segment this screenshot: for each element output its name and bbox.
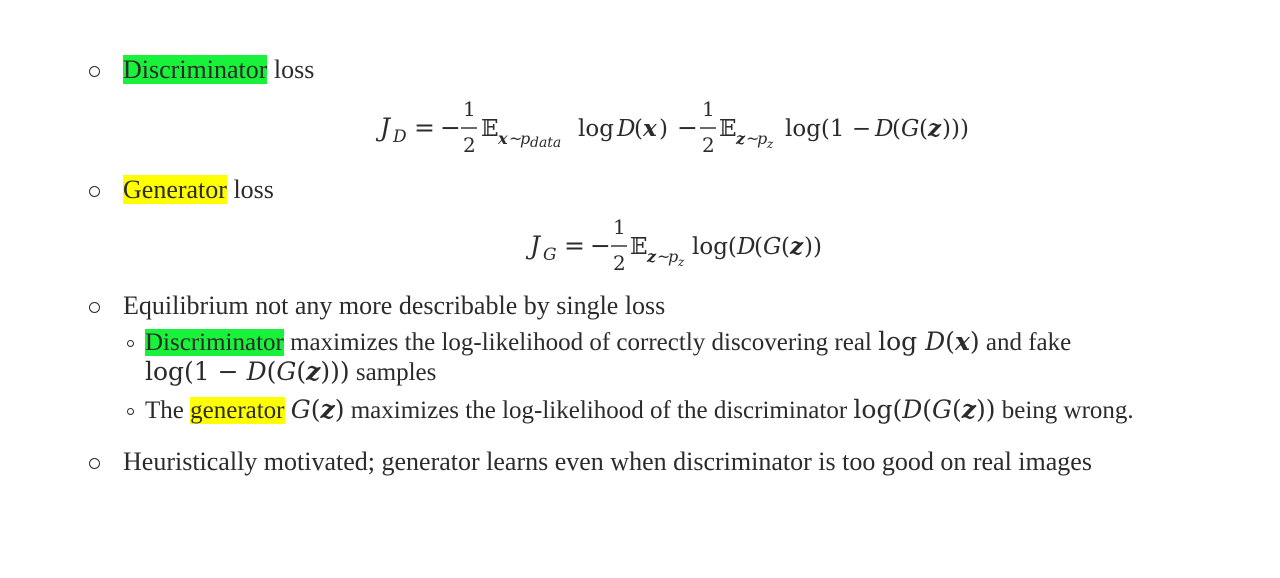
svg-text:log: log <box>578 116 614 142</box>
generator-sub-bullet <box>145 395 1134 426</box>
svg-text:D: D <box>393 127 407 147</box>
svg-text:~: ~ <box>746 129 760 148</box>
svg-text:G: G <box>543 245 557 265</box>
discriminator-highlight: Discriminator <box>123 55 268 84</box>
svg-text:D: D <box>875 116 894 142</box>
svg-text:p: p <box>757 129 768 148</box>
svg-text:𝔼: 𝔼 <box>481 116 499 142</box>
svg-text:): ) <box>659 116 668 142</box>
svg-text:z: z <box>736 129 746 148</box>
svg-text:2: 2 <box>613 251 626 275</box>
svg-text:=: = <box>564 231 585 260</box>
svg-text:(: ( <box>754 234 763 260</box>
svg-text:G: G <box>763 234 782 260</box>
svg-text:log(1 −: log(1 − <box>785 116 872 142</box>
svg-text:data: data <box>530 135 562 151</box>
bullet-marker <box>89 458 100 469</box>
svg-text:2: 2 <box>463 133 476 157</box>
real-math: log D(x) <box>878 327 980 356</box>
svg-text:−: − <box>440 113 461 142</box>
fake-math: log(1 − D(G(z))) <box>145 357 350 386</box>
disc-math: log(D(G(z)) <box>853 395 996 424</box>
svg-text:2: 2 <box>702 133 715 157</box>
svg-text:−: − <box>590 231 611 260</box>
generator-loss-heading <box>123 175 274 205</box>
svg-text:~: ~ <box>657 247 671 266</box>
sub-bullet-marker <box>127 340 134 347</box>
sub2-prefix: The <box>145 397 191 424</box>
svg-text:=: = <box>414 113 435 142</box>
svg-text:G: G <box>901 116 920 142</box>
sub-bullet-marker <box>127 408 134 415</box>
svg-text:))): ))) <box>942 116 969 142</box>
discriminator-highlight: Discriminator <box>145 329 284 356</box>
generator-loss-equation <box>520 210 840 282</box>
bullet-marker <box>89 186 100 197</box>
svg-text:z: z <box>767 137 774 151</box>
svg-text:1: 1 <box>463 97 476 121</box>
sub2-suffix: being wrong. <box>995 397 1134 424</box>
svg-text:(: ( <box>781 234 790 260</box>
svg-text:z: z <box>790 233 804 260</box>
and-fake-text: and fake <box>979 329 1072 356</box>
svg-text:p: p <box>520 129 531 148</box>
samples-text: samples <box>349 359 437 386</box>
svg-text:log(: log( <box>692 234 737 260</box>
svg-text:x: x <box>643 115 657 142</box>
discriminator-sub-bullet-line2 <box>145 357 436 388</box>
svg-text:D: D <box>617 116 636 142</box>
svg-text:𝔼: 𝔼 <box>630 234 648 260</box>
svg-text:p: p <box>668 247 679 266</box>
heuristic-text: Heuristically motivated; generator learns even when discriminator is too good on real images <box>123 447 1092 476</box>
svg-text:~: ~ <box>509 129 523 148</box>
generator-highlight: Generator <box>123 175 227 204</box>
svg-text:z: z <box>928 115 942 142</box>
equilibrium-text: Equilibrium not any more describable by single loss <box>123 291 666 320</box>
svg-text:(: ( <box>634 116 643 142</box>
svg-text:−: − <box>677 113 698 142</box>
svg-text:1: 1 <box>613 215 626 239</box>
generator-highlight: generator <box>190 397 285 424</box>
loss-label: loss <box>226 175 274 204</box>
sub1-text: maximizes the log-likelihood of correctly discovering real <box>283 329 872 356</box>
svg-text:z: z <box>678 255 685 269</box>
svg-text:J: J <box>530 231 541 260</box>
loss-label: loss <box>267 55 315 84</box>
gz-math: G(z) <box>290 395 345 424</box>
svg-text:J: J <box>380 113 391 142</box>
sub2-middle: maximizes the log-likelihood of the discriminator <box>344 397 848 424</box>
bullet-marker <box>89 66 100 77</box>
svg-text:(: ( <box>892 116 901 142</box>
svg-text:z: z <box>647 247 657 266</box>
svg-text:1: 1 <box>702 97 715 121</box>
bullet-marker <box>89 302 100 313</box>
discriminator-loss-heading <box>123 55 314 85</box>
svg-text:D: D <box>737 234 756 260</box>
discriminator-loss-equation <box>370 92 990 164</box>
svg-text:x: x <box>498 129 508 148</box>
svg-text:)): )) <box>804 234 822 260</box>
discriminator-sub-bullet-line1 <box>145 327 1071 358</box>
svg-text:𝔼: 𝔼 <box>719 116 737 142</box>
svg-text:(: ( <box>919 116 928 142</box>
